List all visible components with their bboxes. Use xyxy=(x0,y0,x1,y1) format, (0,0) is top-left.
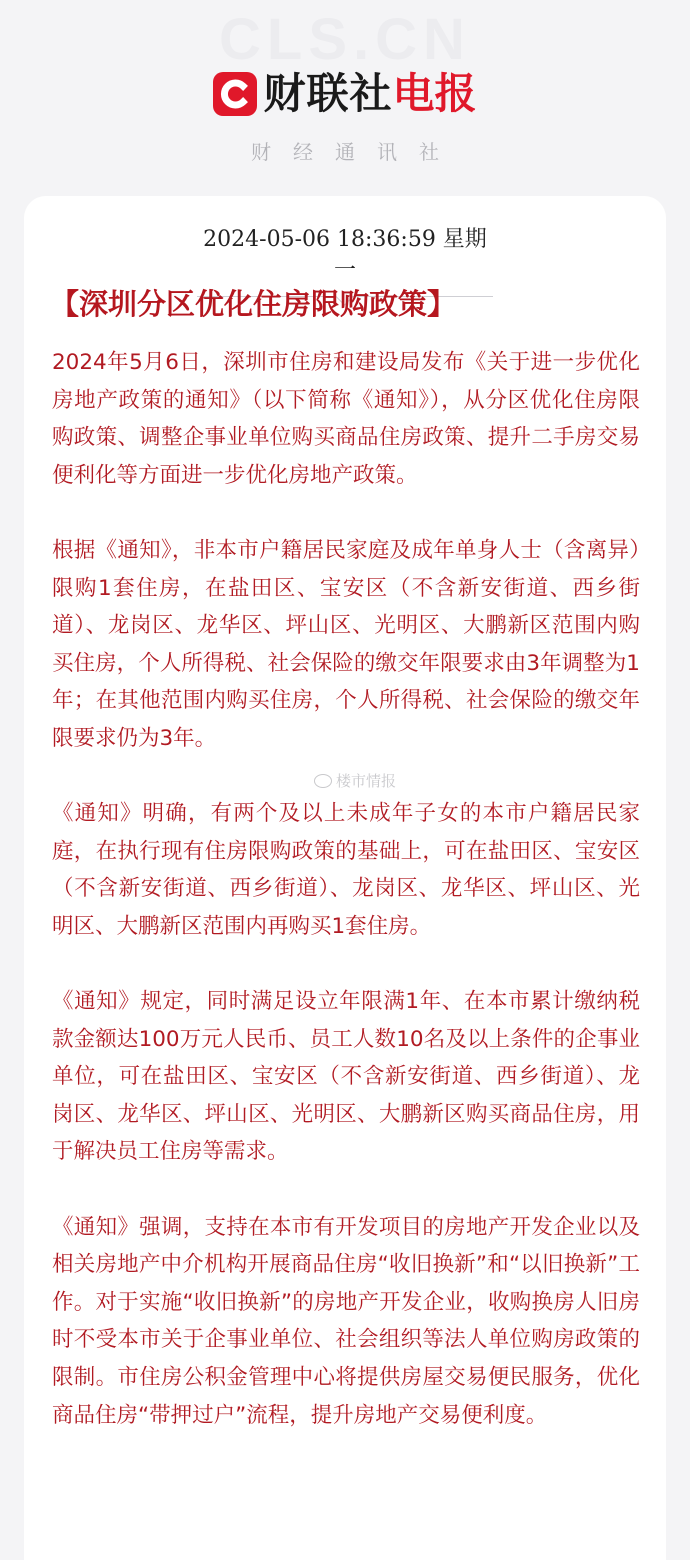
paragraph: 《通知》规定，同时满足设立年限满1年、在本市累计缴纳税款金额达100万元人民币、员工人数10名及以上条件的企事业单位，可在盐田区、宝安区（不含新安街道、西乡街道）、龙岗区、龙华区、坪山区、光明区、大鹏新区购买商品住房，用于解决员工住房等需求。 xyxy=(52,989,640,1165)
weibo-watermark-text: 楼市情报 xyxy=(336,772,397,790)
paragraph: 《通知》明确，有两个及以上未成年子女的本市户籍居民家庭，在执行现有住房限购政策的基础上，可在盐田区、宝安区（不含新安街道、西乡街道）、龙岗区、龙华区、坪山区、光明区、大鹏新区范围内再购买1套住房。 xyxy=(52,801,640,939)
weibo-watermark xyxy=(314,770,396,791)
paragraph: 2024年5月6日，深圳市住房和建设局发布《关于进一步优化房地产政策的通知》（以下简称《通知》），从分区优化住房限购政策、调整企事业单位购买商品住房政策、提升二手房交易便利化等方面进一步优化房地产政策。 xyxy=(52,350,640,488)
paragraph: 《通知》强调，支持在本市有开发项目的房地产开发企业以及相关房地产中介机构开展商品住房“收旧换新”和“以旧换新”工作。对于实施“收旧换新”的房地产开发企业，收购换房人旧房时不受本市关于企事业单位、社会组织等法人单位购房政策的限制。市住房公积金管理中心将提供房屋交易便民服务，优化商品住房“带押过户”流程，提升房地产交易便利度。 xyxy=(52,1214,640,1428)
article-headline: 【深圳分区优化住房限购政策】 xyxy=(50,287,457,321)
brand-header xyxy=(0,70,690,118)
cls-logo-icon xyxy=(213,72,257,116)
article-datetime: 2024-05-06 18:36:59 星期一 xyxy=(197,222,493,297)
brand-sub: 电报 xyxy=(392,69,477,118)
article-body xyxy=(52,344,640,1472)
background-watermark: CLS.CN xyxy=(219,7,471,72)
paragraph: 根据《通知》，非本市户籍居民家庭及成年单身人士（含离异）限购1套住房，在盐田区、宝安区（不含新安街道、西乡街道）、龙岗区、龙华区、坪山区、光明区、大鹏新区范围内购买住房，个人所得税、社会保险的缴交年限要求由3年调整为1年；在其他范围内购买住房，个人所得税、社会保险的缴交年限要求仍为3年。 xyxy=(52,537,640,751)
brand-tagline: 财经通讯社 xyxy=(251,140,461,164)
weibo-icon xyxy=(314,774,332,788)
brand-name: 财联社 xyxy=(263,69,393,118)
